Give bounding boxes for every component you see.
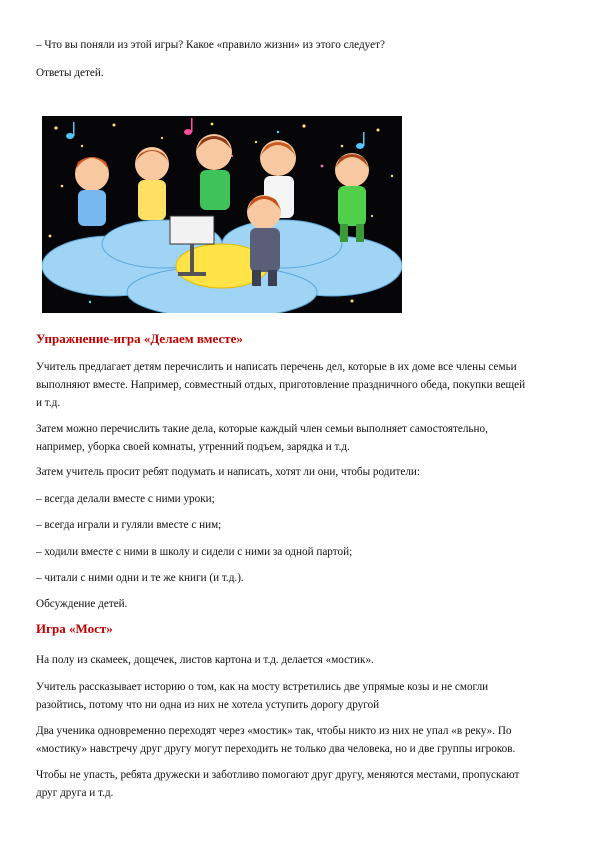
exercise2-p3-line1: Два ученика одновременно переходят через «мостик» так, чтобы никто из них не упал «в реку». По bbox=[36, 725, 512, 737]
exercise1-p1-line2: выполняют вместе. Например, совместный отдых, приготовление праздничного обеда, покупки вещей bbox=[36, 379, 526, 391]
exercise1-title: Упражнение-игра «Делаем вместе» bbox=[36, 331, 243, 346]
exercise2-p3-line2: «мостику» навстречу друг другу могут переходить не только два человека, но и две группы игроков. bbox=[36, 743, 516, 755]
exercise2-p1: На полу из скамеек, дощечек, листов картона и т.д. делается «мостик». bbox=[36, 654, 374, 666]
exercise1-p1-line3: и т.д. bbox=[36, 397, 61, 409]
exercise1-p2-line1: Затем можно перечислить такие дела, которые каждый член семьи выполняет самостоятельно, bbox=[36, 423, 488, 435]
list-item: – всегда делали вместе с ними уроки; bbox=[36, 493, 215, 505]
exercise1-p1-line1: Учитель предлагает детям перечислить и написать перечень дел, которые в их доме все члены семьи bbox=[36, 361, 517, 373]
exercise1-p3: Затем учитель просит ребят подумать и написать, хотят ли они, чтобы родители: bbox=[36, 466, 420, 478]
list-item: – ходили вместе с ними в школу и сидели с ними за одной партой; bbox=[36, 546, 353, 558]
exercise2-p4-line2: друг друга и т.д. bbox=[36, 787, 114, 799]
discussion-text: Обсуждение детей. bbox=[36, 598, 128, 610]
exercise2-p2-line1: Учитель рассказывает историю о том, как на мосту встретились две упрямые козы и не смогли bbox=[36, 681, 489, 693]
exercise1-p2-line2: например, уборка своей комнаты, утренний подъем, зарядка и т.д. bbox=[36, 441, 350, 453]
list-item: – читали с ними одни и те же книги (и т.д.). bbox=[36, 572, 244, 584]
exercise2-p4-line1: Чтобы не упасть, ребята дружески и заботливо помогают друг другу, меняются местами, пропускают bbox=[36, 769, 520, 781]
exercise2-p2-line2: разойтись, потому что ни одна из них не хотела уступить дорогу другой bbox=[36, 699, 380, 711]
singing-children-illustration bbox=[42, 116, 402, 313]
answers-text: Ответы детей. bbox=[36, 67, 104, 79]
question-text: – Что вы поняли из этой игры? Какое «правило жизни» из этого следует? bbox=[36, 39, 385, 51]
list-item: – всегда играли и гуляли вместе с ним; bbox=[36, 519, 222, 531]
exercise2-title: Игра «Мост» bbox=[36, 621, 113, 636]
